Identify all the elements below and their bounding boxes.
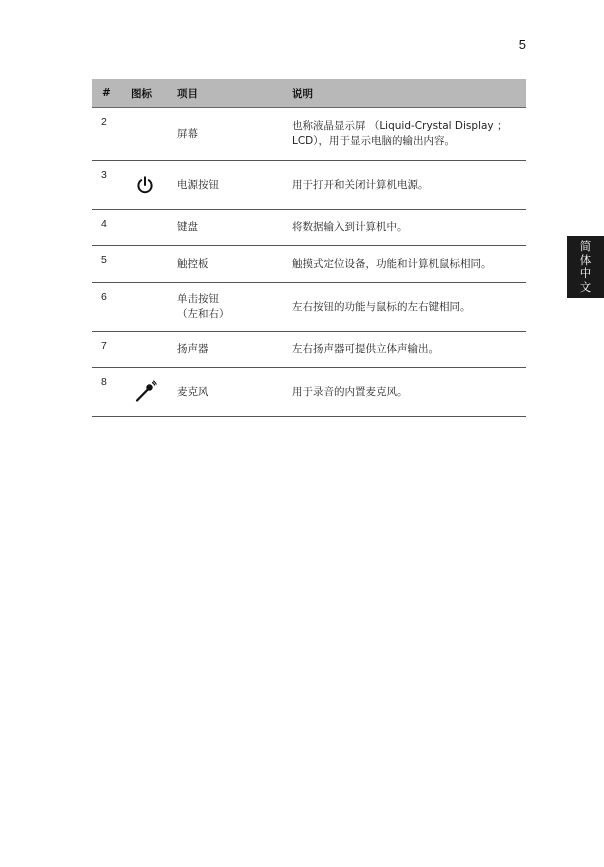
row-item: 电源按钮 [168, 161, 283, 210]
table-row [92, 161, 526, 210]
table-row [92, 368, 526, 417]
row-number: 2 [92, 108, 122, 161]
row-description: 用于录音的内置麦克风。 [283, 368, 526, 417]
microphone-icon [122, 380, 168, 404]
row-icon-cell [122, 210, 168, 246]
header-description: 说明 [283, 79, 526, 108]
table-row [92, 283, 526, 332]
header-item: 项目 [168, 79, 283, 108]
power-icon [122, 175, 168, 195]
row-icon-cell [122, 108, 168, 161]
row-number: 4 [92, 210, 122, 246]
row-item-line: 单击按钮 [177, 293, 219, 305]
row-description: 触摸式定位设备，功能和计算机鼠标相同。 [283, 246, 526, 283]
row-number: 3 [92, 161, 122, 210]
row-description: 左右扬声器可提供立体声输出。 [283, 332, 526, 368]
row-item [168, 283, 283, 332]
language-tab-label: 简体中文 [579, 239, 592, 294]
header-number: # [92, 79, 122, 108]
row-icon-cell [122, 368, 168, 417]
row-icon-cell [122, 246, 168, 283]
table-row [92, 246, 526, 283]
row-icon-cell [122, 161, 168, 210]
row-description: 也称液晶显示屏 （Liquid-Crystal Display ；LCD），用于显示电脑的输出内容。 [283, 108, 526, 161]
row-item: 扬声器 [168, 332, 283, 368]
row-description: 将数据输入到计算机中。 [283, 210, 526, 246]
language-tab [567, 236, 604, 298]
page-number: 5 [518, 37, 526, 52]
header-icon: 图标 [122, 79, 168, 108]
table-row [92, 108, 526, 161]
row-item: 键盘 [168, 210, 283, 246]
row-item-subline: （左和右） [177, 308, 230, 320]
row-icon-cell [122, 283, 168, 332]
row-number: 8 [92, 368, 122, 417]
row-description: 左右按钮的功能与鼠标的左右键相同。 [283, 283, 526, 332]
table-row [92, 210, 526, 246]
row-item: 触控板 [168, 246, 283, 283]
row-description: 用于打开和关闭计算机电源。 [283, 161, 526, 210]
row-icon-cell [122, 332, 168, 368]
row-number: 5 [92, 246, 122, 283]
row-item: 麦克风 [168, 368, 283, 417]
component-table [92, 79, 526, 417]
table-row [92, 332, 526, 368]
table-header-row [92, 79, 526, 108]
row-item: 屏幕 [168, 108, 283, 161]
row-number: 6 [92, 283, 122, 332]
row-number: 7 [92, 332, 122, 368]
